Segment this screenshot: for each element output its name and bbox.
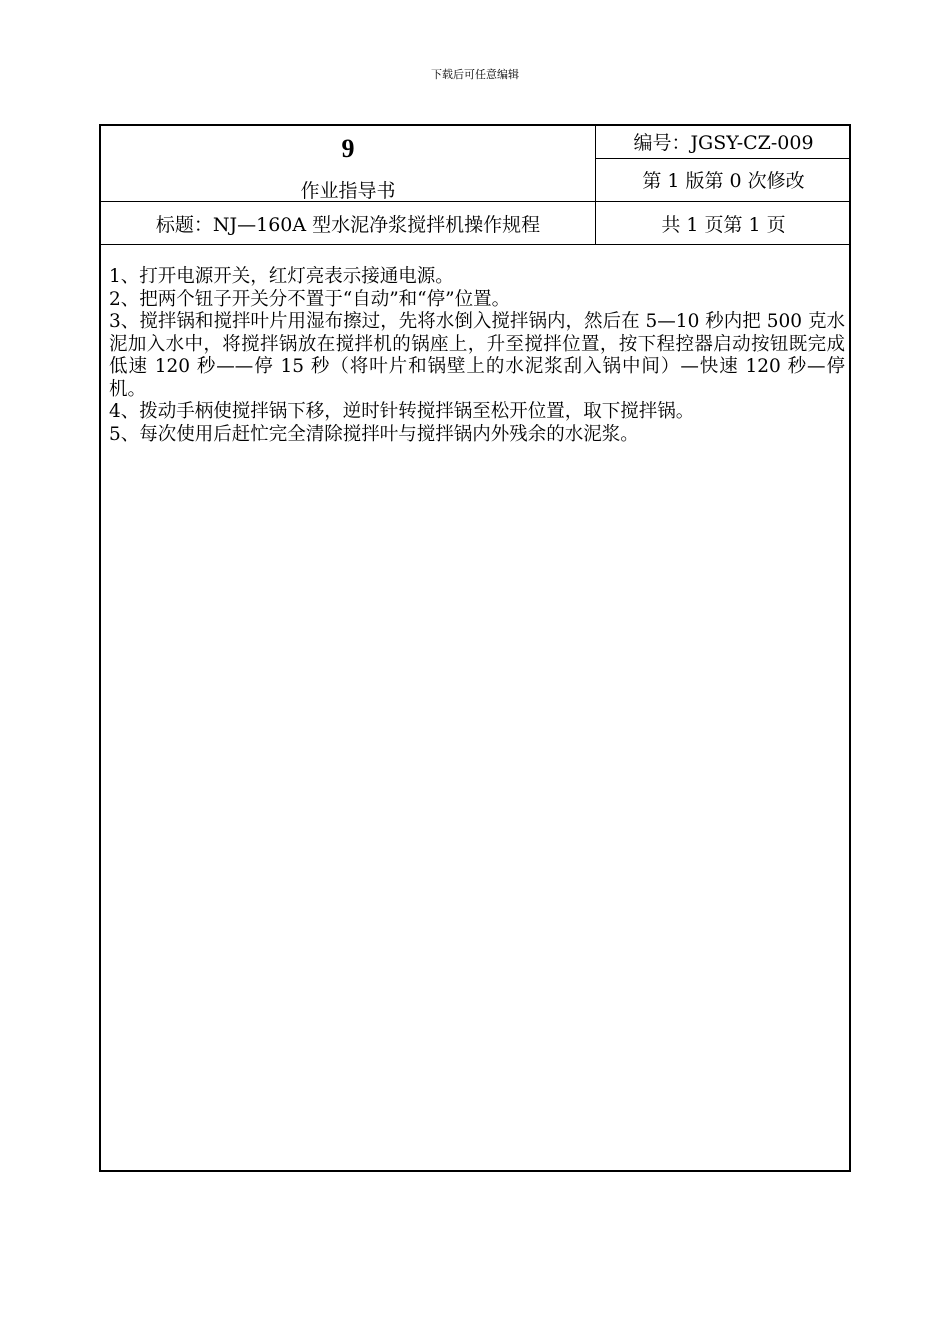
procedure-step: 3、搅拌锅和搅拌叶片用湿布擦过，先将水倒入搅拌锅内，然后在 5—10 秒内把 500 克水泥加入水中，将搅拌锅放在搅拌机的锅座上，升至搅拌位置，按下程控器启动按钮既完成低速 120 秒——停 15 秒（将叶片和锅壁上的水泥浆刮入锅中间）—快速 120 秒—停机。: [109, 311, 845, 400]
document-type: 作业指导书: [300, 180, 396, 202]
procedure-step: 4、拨动手柄使搅拌锅下移，逆时针转搅拌锅至松开位置，取下搅拌锅。: [109, 401, 695, 422]
procedure-step: 5、每次使用后赶忙完全清除搅拌叶与搅拌锅内外残余的水泥浆。: [109, 423, 639, 445]
procedure-steps: [109, 266, 845, 446]
document-code: 编号：JGSY-CZ-009: [633, 132, 814, 154]
work-instruction-form: [99, 124, 851, 1172]
row-divider-right: [595, 158, 851, 159]
document-title: 标题：NJ—160A 型水泥净浆搅拌机操作规程: [155, 214, 541, 236]
procedure-step: 2、把两个钮子开关分不置于“自动”和“停”位置。: [109, 288, 511, 310]
row-divider-title: [101, 244, 851, 245]
revision-info: 第 1 版第 0 次修改: [642, 170, 805, 192]
page-info: 共 1 页第 1 页: [661, 214, 786, 236]
document-number: 9: [341, 134, 355, 163]
header-note: 下载后可任意编辑: [431, 68, 519, 81]
procedure-step: 1、打开电源开关，红灯亮表示接通电源。: [109, 266, 454, 287]
